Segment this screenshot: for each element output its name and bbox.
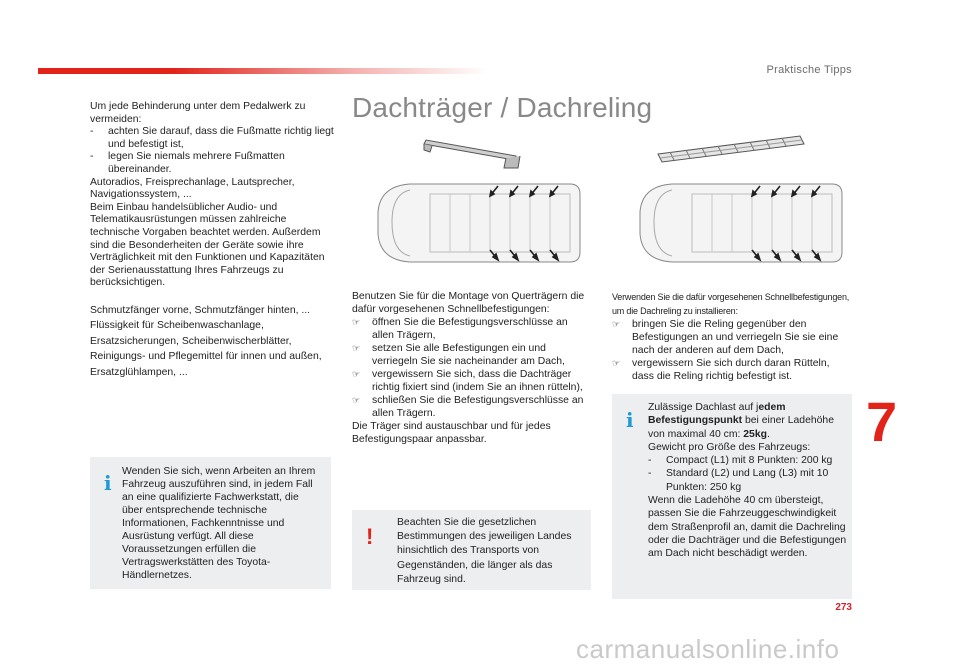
- dealer-note-text: Wenden Sie sich, wenn Arbeiten an Ihrem Fahrzeug auszuführen sind, in jedem Fall an eine qualifizierte Fachwerkstatt, die über entsprechende technische Informationen, Fachkenntnisse und Ausrüstung verfügt. All diese Voraussetzungen erfüllen die Vertragswerkstätten des Toyota-Händlernetzes.: [122, 466, 316, 581]
- crossbar-outro: Die Träger sind austauschbar und für jedes Befestigungspaar anpassbar.: [352, 421, 551, 445]
- list-item: ☞ setzen Sie alle Befestigungen ein und verriegeln Sie sie nacheinander am Dach,: [352, 343, 565, 367]
- van-top-view-rail: [632, 172, 852, 274]
- chapter-number: 7: [866, 390, 898, 453]
- page-number: 273: [835, 602, 852, 613]
- pedal-intro: Um jede Behinderung unter dem Pedalwerk zu vermeiden:: [90, 101, 306, 125]
- list-item: ☞ öffnen Sie die Befestigungsverschlüsse an allen Trägern,: [352, 317, 568, 341]
- bullet-icon: ☞: [352, 395, 361, 405]
- page-title: Dachträger / Dachreling: [352, 92, 653, 123]
- warning-icon: !: [366, 524, 374, 549]
- mudflaps-paragraph: Schmutzfänger vorne, Schmutzfänger hinten, ...: [90, 305, 311, 316]
- info-icon: i: [104, 471, 112, 495]
- telematics-paragraph: Beim Einbau handelsüblicher Audio- und Telematikausrüstungen müssen zahlreiche technische Vorgaben beachtet werden. Außerdem sind die Besonderheiten der Geräte sowie ihre Verträglichkeit mit den Funktionen und Kapazitäten der Serienausstattung Ihres Fahrzeugs zu berücksichtigen.: [90, 201, 325, 289]
- bullet-icon: ☞: [352, 369, 361, 379]
- crossbar-instructions: [352, 290, 592, 446]
- watermark: carmanualsonline.info: [576, 634, 840, 664]
- accessories-text: [90, 101, 335, 290]
- rail-instructions: [612, 290, 852, 383]
- dealer-info-note: [90, 457, 331, 589]
- bullet-icon: ☞: [612, 358, 621, 368]
- info-icon: i: [626, 408, 634, 432]
- warning-note-text: Beachten Sie die gesetzlichen Bestimmungen des jeweiligen Landes hinsichtlich des Transports von Gegenständen, die länger als das Fahrzeug sind.: [397, 517, 572, 585]
- roof-load-note: [612, 394, 852, 599]
- list-item: - legen Sie niemals mehrere Fußmatten übereinander.: [90, 151, 285, 175]
- list-item: - Compact (L1) mit 8 Punkten: 200 kg: [648, 455, 833, 467]
- list-item: ☞ bringen Sie die Reling gegenüber den Befestigungen an und verriegeln Sie sie eine nach der anderen auf dem Dach,: [612, 319, 839, 356]
- crossbar-intro: Benutzen Sie für die Montage von Querträgern die dafür vorgesehenen Schnellbefestigungen:: [352, 291, 585, 315]
- bullet-icon: ☞: [612, 319, 621, 329]
- audio-paragraph: Autoradios, Freisprechanlage, Lautsprecher, Navigationssystem, ...: [90, 176, 295, 201]
- list-item: - Standard (L2) und Lang (L3) mit 10 Punkten: 250 kg: [648, 468, 829, 493]
- rail-intro: Verwenden Sie die dafür vorgesehenen Schnellbefestigungen, um die Dachreling zu installieren:: [612, 292, 850, 316]
- consumables-paragraph: Flüssigkeit für Scheibenwaschanlage, Ersatzsicherungen, Scheibenwischerblätter, Reinigungs- und Pflegemittel für innen und außen, Ersatzglühlampen, ...: [90, 320, 322, 378]
- accessories-list-text: [90, 303, 335, 380]
- header-accent-bar: [38, 68, 488, 74]
- list-item: - achten Sie darauf, dass die Fußmatte richtig liegt und befestigt ist,: [90, 126, 334, 150]
- roof-rail-illustration: [652, 130, 810, 166]
- section-title: Praktische Tipps: [766, 64, 852, 76]
- list-item: ☞ schließen Sie die Befestigungsverschlüsse an allen Trägern.: [352, 395, 584, 419]
- roof-bar-illustration: [420, 136, 524, 170]
- list-item: ☞ vergewissern Sie sich durch daran Rütteln, dass die Reling richtig befestigt ist.: [612, 358, 830, 382]
- bullet-icon: ☞: [352, 343, 361, 353]
- list-item: ☞ vergewissern Sie sich, dass die Dachträger richtig fixiert sind (indem Sie an ihnen rütteln),: [352, 369, 583, 393]
- roof-load-text: Zulässige Dachlast auf jedem Befestigungspunkt bei einer Ladehöhe von maximal 40 cm: 25kg. Gewicht pro Größe des Fahrzeugs: - Compact (L1) mit 8 Punkten: 200 kg - Standard (L2) und Lang (L3) mit 10 Punkten: 250 kg Wenn die Ladehöhe 40 cm übersteigt, passen Sie die Fahrzeuggeschwindigkeit dem Straßenprofil an, damit die Dachreling oder die Dachträger und die Befestigungen am Dach nicht beschädigt werden.: [648, 402, 847, 560]
- van-top-view-crossbars: [370, 172, 590, 274]
- legal-warning-note: [352, 510, 591, 590]
- bullet-icon: ☞: [352, 317, 361, 327]
